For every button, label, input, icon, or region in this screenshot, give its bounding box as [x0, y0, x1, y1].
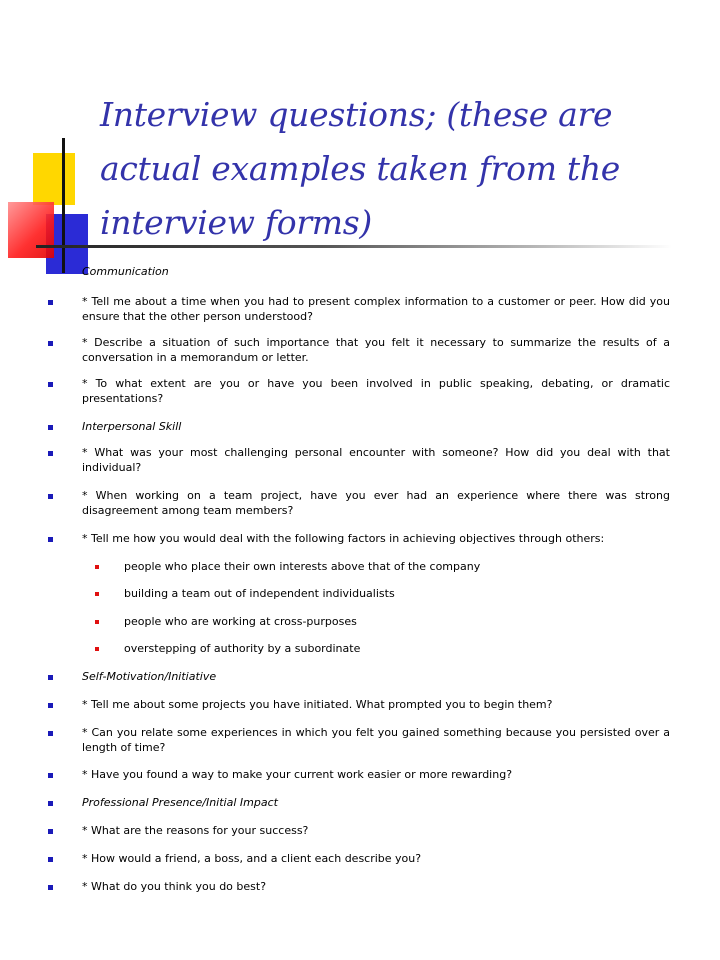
- list-item: * What was your most challenging personal encounter with someone? How did you deal with that individual?: [82, 446, 670, 474]
- page-title: Interview questions; (these are actual examples taken from the interview forms): [100, 95, 621, 242]
- sub-list-item: overstepping of authority by a subordinate: [124, 642, 361, 655]
- bullet-icon: [48, 382, 53, 387]
- decorative-red-block: [8, 202, 54, 258]
- sub-bullet-icon: [95, 565, 99, 569]
- bullet-icon: [48, 451, 53, 456]
- decorative-vertical-line: [62, 138, 65, 273]
- list-item: * What do you think you do best?: [82, 880, 267, 893]
- list-item: * What are the reasons for your success?: [82, 824, 309, 837]
- sub-bullet-icon: [95, 592, 99, 596]
- bullet-icon: [48, 300, 53, 305]
- section-heading-professional-presence: Professional Presence/Initial Impact: [82, 796, 278, 809]
- bullet-icon: [48, 801, 53, 806]
- sub-list-item: people who are working at cross-purposes: [124, 615, 357, 628]
- sub-list-item: building a team out of independent individualists: [124, 587, 395, 600]
- bullet-icon: [48, 675, 53, 680]
- sub-list-item: people who place their own interests above that of the company: [124, 560, 481, 573]
- section-heading-self-motivation: Self-Motivation/Initiative: [82, 670, 217, 683]
- section-heading-communication: Communication: [82, 265, 169, 278]
- list-item: * Have you found a way to make your current work easier or more rewarding?: [82, 768, 513, 781]
- section-heading-interpersonal: Interpersonal Skill: [82, 420, 182, 433]
- bullet-icon: [48, 703, 53, 708]
- decorative-yellow-block: [33, 153, 75, 205]
- list-item: * When working on a team project, have you ever had an experience where there was strong disagreement among team members?: [82, 489, 670, 517]
- bullet-icon: [48, 731, 53, 736]
- bullet-icon: [48, 885, 53, 890]
- list-item: * Tell me how you would deal with the following factors in achieving objectives through others:: [82, 532, 605, 545]
- bullet-icon: [48, 829, 53, 834]
- list-item: * To what extent are you or have you been involved in public speaking, debating, or dramatic presentations?: [82, 377, 670, 405]
- bullet-icon: [48, 773, 53, 778]
- list-item: * Describe a situation of such importance that you felt it necessary to summarize the results of a conversation in a memorandum or letter.: [82, 336, 670, 364]
- bullet-icon: [48, 494, 53, 499]
- list-item: * Tell me about a time when you had to present complex information to a customer or peer. How did you ensure that the other person understood?: [82, 295, 670, 323]
- sub-bullet-icon: [95, 620, 99, 624]
- bullet-icon: [48, 341, 53, 346]
- list-item: * Can you relate some experiences in which you felt you gained something because you persisted over a length of time?: [82, 726, 670, 754]
- list-item: * Tell me about some projects you have initiated. What prompted you to begin them?: [82, 698, 553, 711]
- bullet-icon: [48, 857, 53, 862]
- sub-bullet-icon: [95, 647, 99, 651]
- list-item: * How would a friend, a boss, and a client each describe you?: [82, 852, 422, 865]
- bullet-icon: [48, 425, 53, 430]
- bullet-icon: [48, 537, 53, 542]
